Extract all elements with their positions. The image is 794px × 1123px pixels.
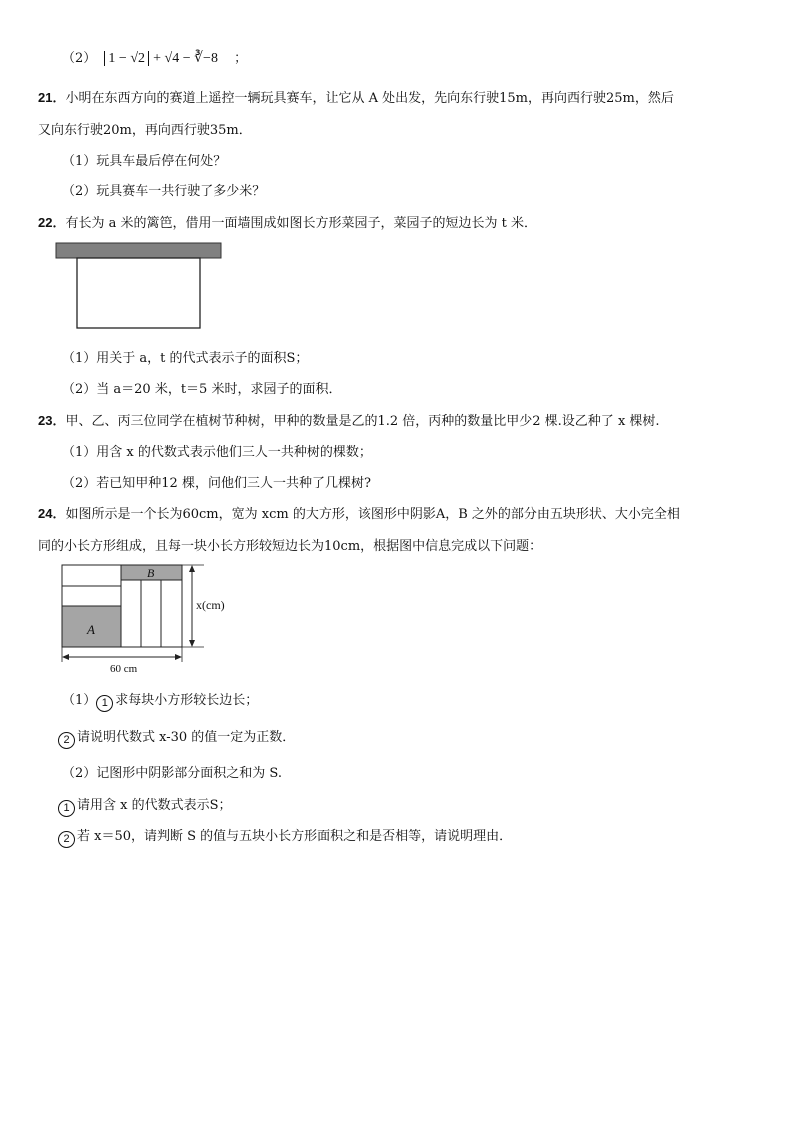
label-x: x(cm)	[196, 598, 225, 612]
q21-number: 21．	[38, 90, 66, 105]
label-b: B	[147, 566, 155, 580]
q24-sub1b-line	[58, 726, 295, 749]
q22-text1: 有长为 a 米的篱笆，借用一面墙围成如图长方形菜园子，菜园子的短边长为 t 米．	[65, 216, 537, 231]
q23-sub2: （2）若已知甲种12 棵，问他们三人一共种了几棵树?	[62, 476, 371, 491]
q21-line1	[38, 87, 674, 106]
q20-tail: ；	[234, 51, 248, 66]
q24-number: 24．	[38, 506, 66, 521]
q21-sub1: （1）玩具车最后停在何处？	[62, 154, 227, 169]
q20-abs-expr: 1 − √2	[104, 51, 149, 66]
q24-sub2a: 请用含 x 的代数式表示S；	[77, 798, 232, 813]
circled-number-2: 2	[58, 732, 75, 749]
q24-line2	[38, 535, 542, 554]
q22-number: 22．	[38, 215, 66, 230]
q21-sub2: （2）玩具赛车一共行驶了多少米？	[62, 184, 266, 199]
q24-sub1b: 请说明代数式 x-30 的值一定为正数．	[77, 730, 296, 745]
q24-sub2a-line	[58, 794, 232, 817]
w-dim-arrow-left	[62, 654, 69, 660]
q21-line2	[38, 119, 252, 138]
x-dim-arrow-down	[189, 640, 195, 647]
q24-sub1a: 求每块小方形较长边长；	[115, 693, 259, 708]
q22-figure	[55, 242, 225, 332]
w-dim-arrow-right	[175, 654, 182, 660]
q24-sub1-prefix: （1）	[62, 693, 97, 708]
q24-sub2b-line	[58, 825, 512, 848]
q23-line1	[38, 410, 660, 429]
q22-sub2: （2）当 a＝20 米，t＝5 米时，求园子的面积．	[62, 382, 342, 397]
q21-text1: 小明在东西方向的赛道上遥控一辆玩具赛车，让它从 A 处出发，先向东行驶15m，再向西行驶25m，然后	[65, 91, 674, 106]
circled-number-1: 1	[96, 695, 113, 712]
q24-text1: 如图所示是一个长为60cm，宽为 xcm 的大方形，该图形中阴影A，B 之外的部分由五块形状、大小完全相	[65, 507, 680, 522]
q20-expr-rest: + √4 − ∛−8	[153, 51, 218, 66]
q23-text1: 甲、乙、丙三位同学在植树节种树，甲种的数量是乙的1.2 倍，丙种的数量比甲少2 棵.设乙种了 x 棵树.	[65, 414, 660, 429]
q21-text2: 又向东行驶20m，再向西行驶35m．	[38, 123, 252, 138]
circled-number-3: 1	[58, 800, 75, 817]
q23-number: 23．	[38, 413, 66, 428]
wall	[56, 243, 221, 258]
q24-line1	[38, 503, 680, 522]
label-a: A	[87, 622, 95, 637]
q20-part2	[62, 47, 247, 67]
x-dim-arrow-up	[189, 565, 195, 572]
q24-sub2: （2）记图形中阴影部分面积之和为 S.	[62, 766, 282, 781]
q24-sub2b: 若 x＝50，请判断 S 的值与五块小长方形面积之和是否相等，请说明理由．	[77, 829, 513, 844]
garden-rect	[77, 258, 200, 328]
q24-text2: 同的小长方形组成，且每一块小长方形较短边长为10cm，根据图中信息完成以下问题：	[38, 539, 543, 554]
q22-line1	[38, 212, 537, 231]
circled-number-4: 2	[58, 831, 75, 848]
q22-sub1: （1）用关于 a，t 的代式表示子的面积S；	[62, 351, 309, 366]
q23-sub1: （1）用含 x 的代数式表示他们三人一共种树的棵数；	[62, 445, 372, 460]
q20-label: （2）	[62, 51, 97, 66]
label-60cm: 60 cm	[110, 663, 138, 675]
q24-figure	[58, 562, 243, 677]
q24-sub1	[62, 689, 258, 712]
